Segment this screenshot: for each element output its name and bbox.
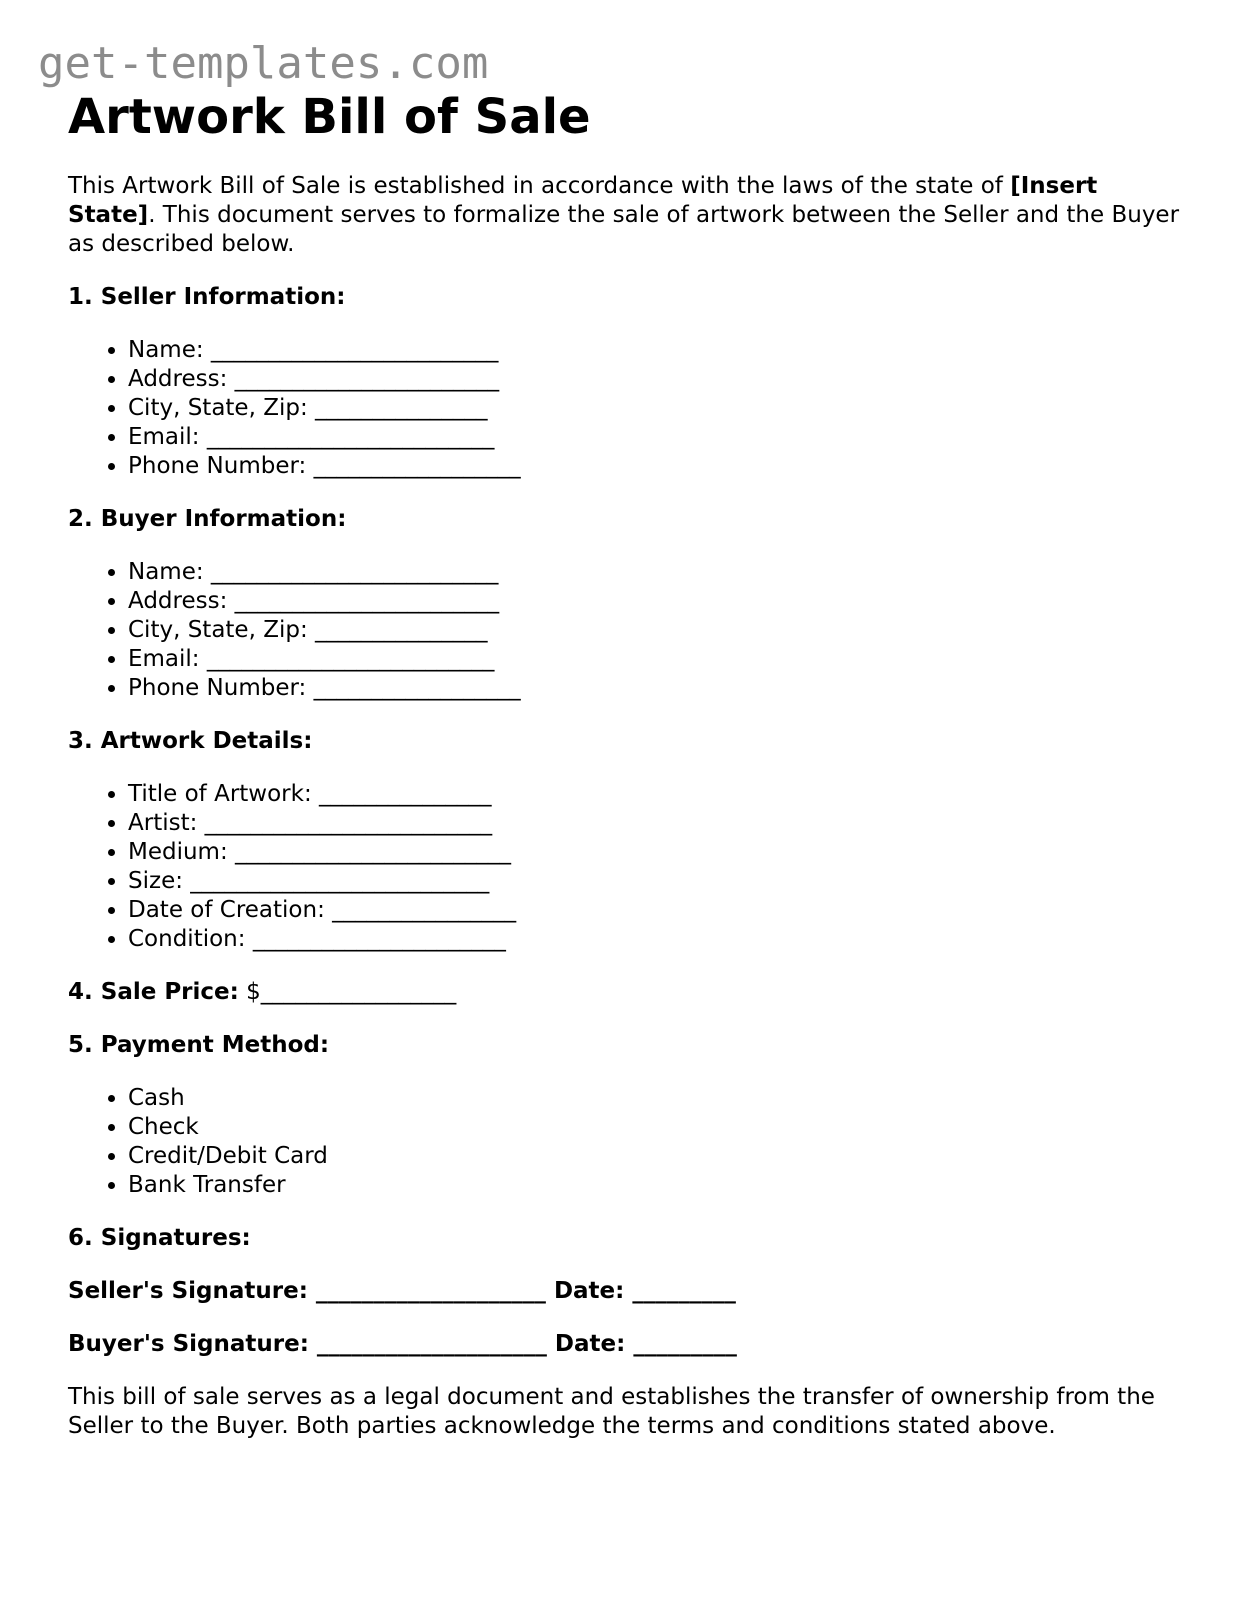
- artwork-date-field: • Date of Creation: ________________: [128, 896, 1188, 925]
- seller-phone-field: • Phone Number: __________________: [128, 452, 1188, 481]
- seller-fields: [68, 336, 1188, 481]
- buyer-section-heading: 2. Buyer Information:: [68, 506, 347, 532]
- artwork-title-field: • Title of Artwork: _______________: [128, 780, 1188, 809]
- buyer-signature-line: Buyer's Signature: ____________________ Date: _________: [68, 1331, 737, 1357]
- closing-paragraph: This bill of sale serves as a legal document and establishes the transfer of ownership from the Seller to the Buyer. Both parties acknowledge the terms and conditions stated above.: [68, 1384, 1155, 1439]
- intro-text-end: . This document serves to formalize the sale of artwork between the Seller and the Buyer as described below.: [68, 202, 1180, 257]
- buyer-email-field: • Email: _________________________: [128, 645, 1188, 674]
- payment-option-bank-transfer: • Bank Transfer: [128, 1171, 1188, 1200]
- seller-email-field: • Email: _________________________: [128, 423, 1188, 452]
- document-page: [68, 88, 1188, 1441]
- buyer-city-state-zip-field: • City, State, Zip: _______________: [128, 616, 1188, 645]
- artwork-medium-field: • Medium: ________________________: [128, 838, 1188, 867]
- buyer-address-field: • Address: _______________________: [128, 587, 1188, 616]
- watermark: get-templates.com: [38, 38, 489, 89]
- artwork-section-heading: 3. Artwork Details:: [68, 728, 313, 754]
- seller-address-field: • Address: _______________________: [128, 365, 1188, 394]
- buyer-fields: [68, 558, 1188, 703]
- buyer-name-field: • Name: _________________________: [128, 558, 1188, 587]
- payment-option-card: • Credit/Debit Card: [128, 1142, 1188, 1171]
- intro-paragraph: [68, 172, 1188, 259]
- payment-option-check: • Check: [128, 1113, 1188, 1142]
- artwork-fields: [68, 780, 1188, 954]
- seller-city-state-zip-field: • City, State, Zip: _______________: [128, 394, 1188, 423]
- sale-price-label: 4. Sale Price:: [68, 979, 239, 1005]
- intro-text-start: This Artwork Bill of Sale is established in accordance with the laws of the state of: [68, 173, 1011, 199]
- seller-section-heading: 1. Seller Information:: [68, 284, 346, 310]
- sale-price-line: [68, 978, 1188, 1007]
- seller-signature-line: Seller's Signature: ____________________ Date: _________: [68, 1278, 736, 1304]
- state-placeholder: [Insert State]: [68, 173, 1098, 228]
- payment-options: [68, 1084, 1188, 1200]
- artwork-size-field: • Size: __________________________: [128, 867, 1188, 896]
- buyer-phone-field: • Phone Number: __________________: [128, 674, 1188, 703]
- artwork-artist-field: • Artist: _________________________: [128, 809, 1188, 838]
- sale-price-blank: $_________________: [246, 979, 457, 1005]
- payment-option-cash: • Cash: [128, 1084, 1188, 1113]
- document-title: Artwork Bill of Sale: [68, 89, 591, 145]
- signatures-section-heading: 6. Signatures:: [68, 1225, 251, 1251]
- artwork-condition-field: • Condition: ______________________: [128, 925, 1188, 954]
- seller-name-field: • Name: _________________________: [128, 336, 1188, 365]
- payment-section-heading: 5. Payment Method:: [68, 1032, 330, 1058]
